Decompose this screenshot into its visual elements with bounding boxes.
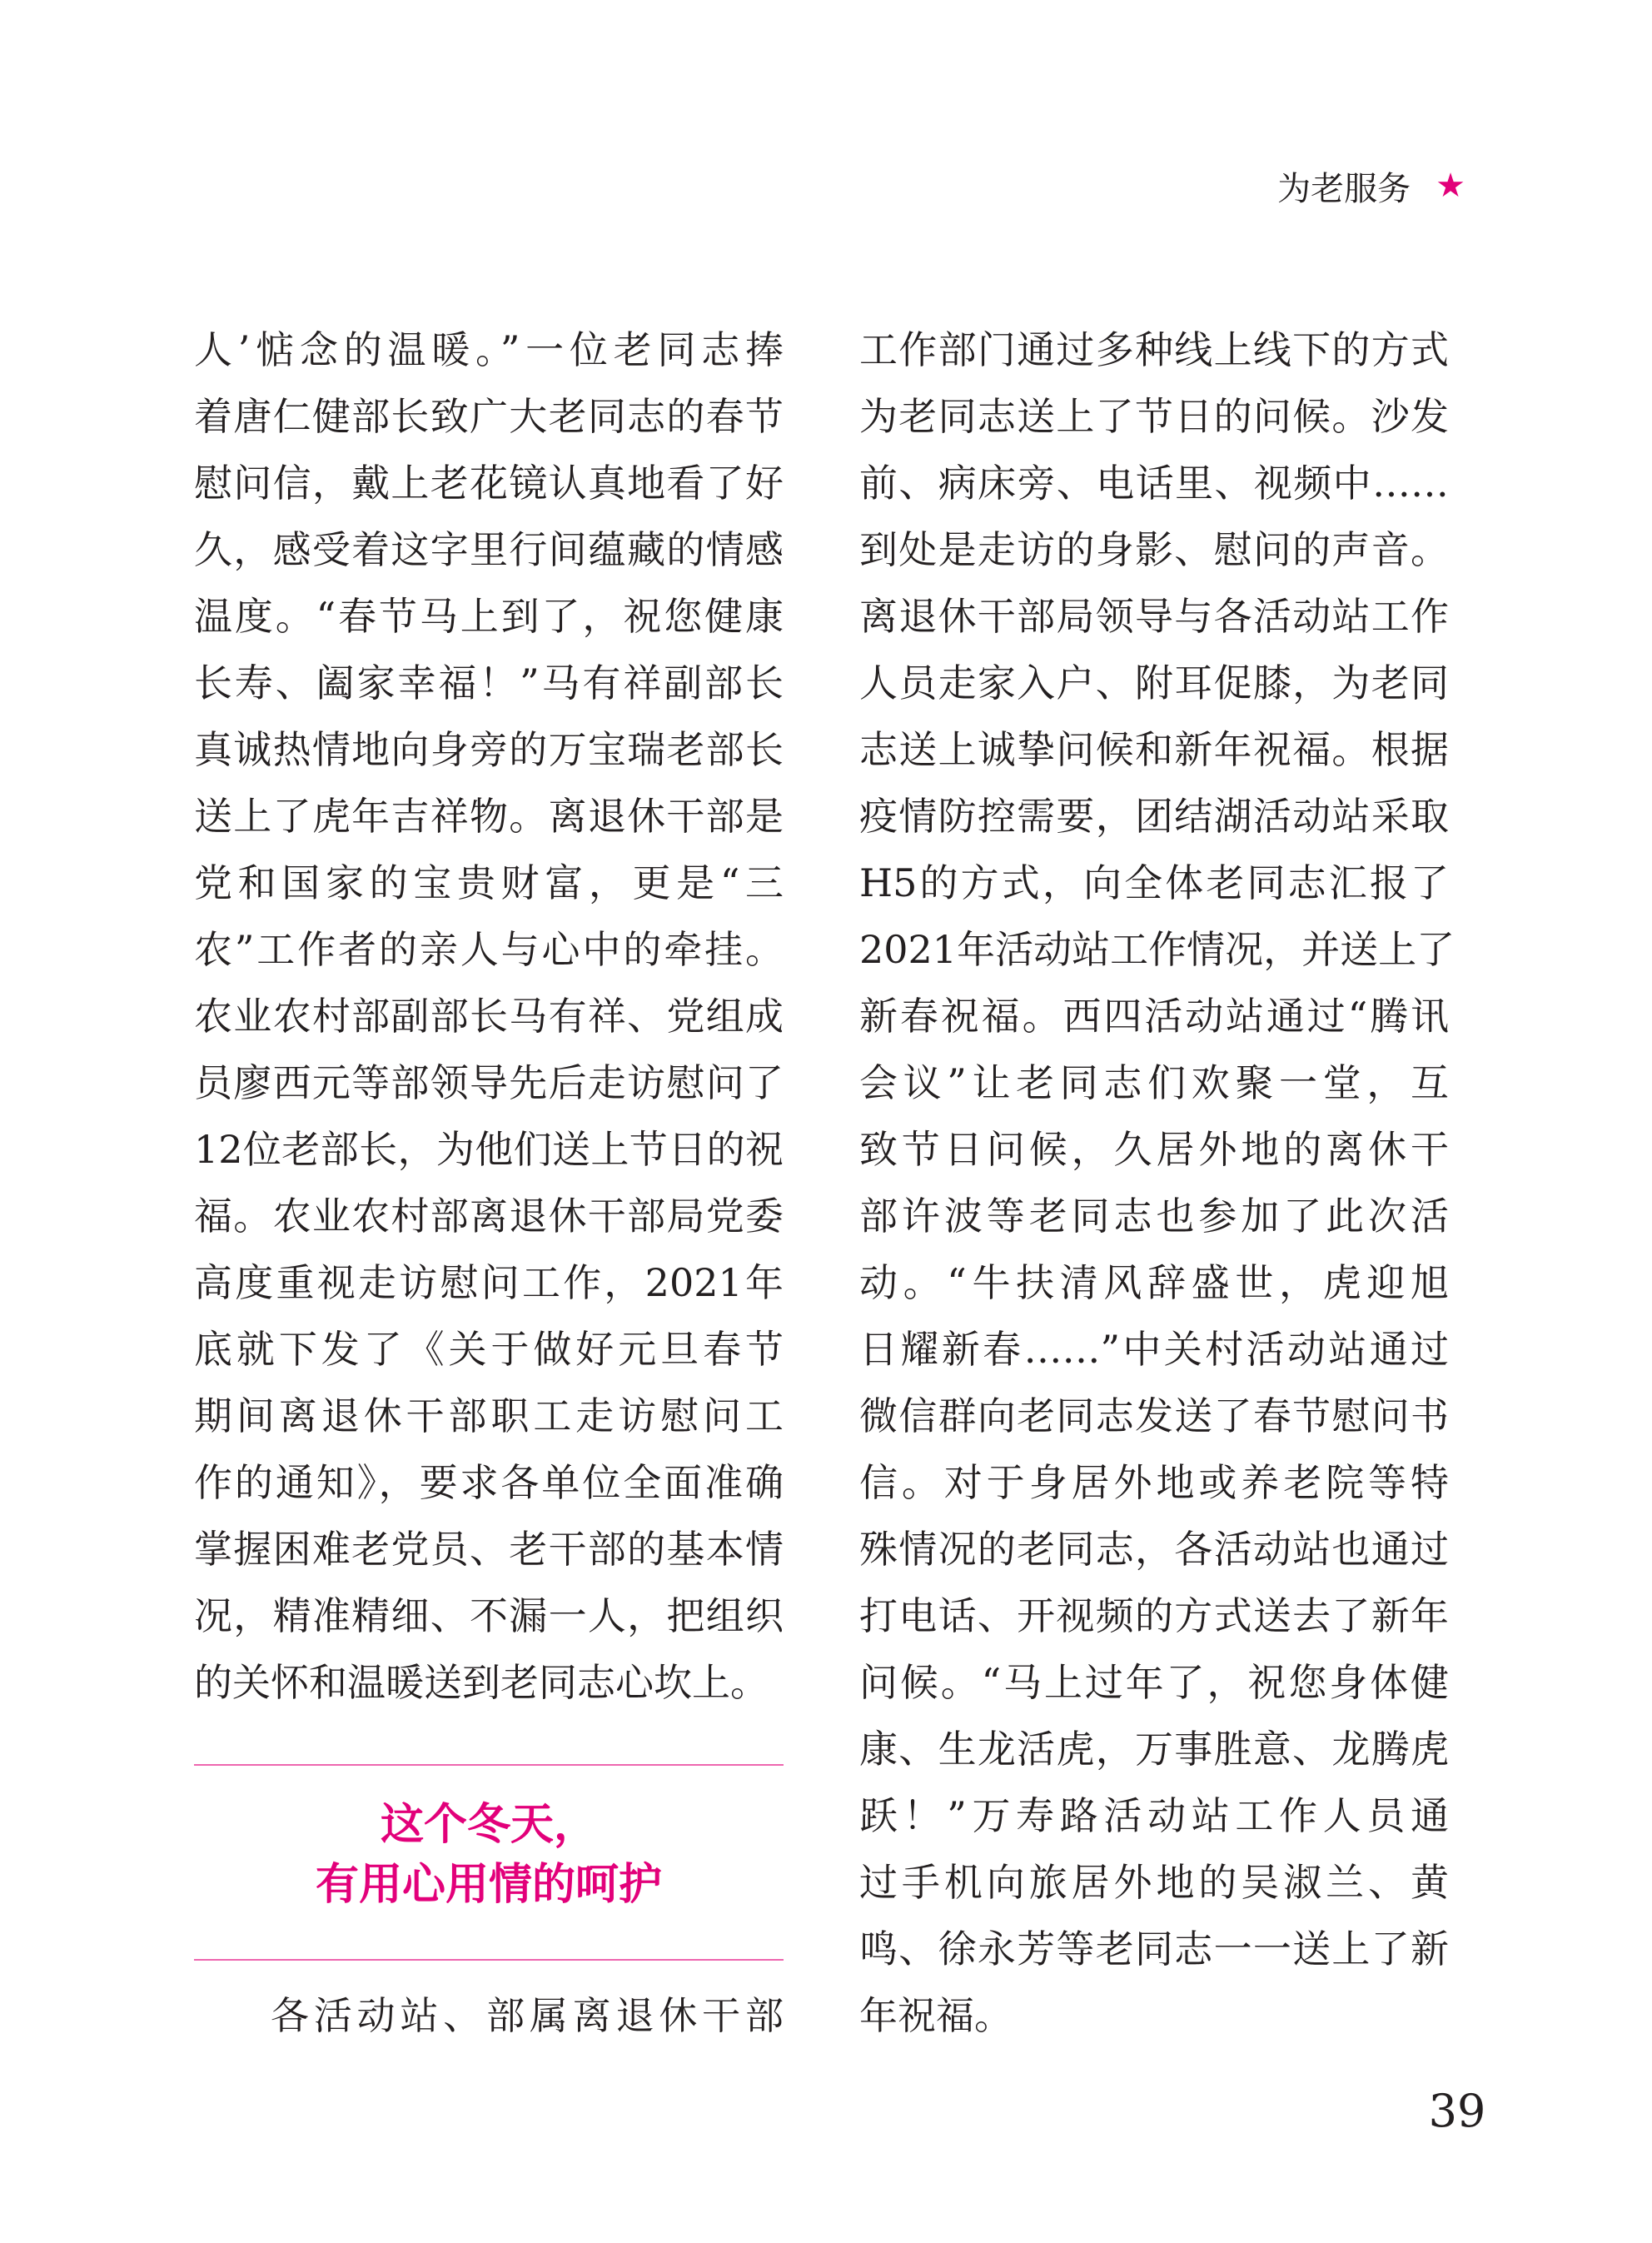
text-line: 疫情防控需要，团结湖活动站采取 — [859, 794, 1449, 839]
text-line: 农”工作者的亲人与心中的牵挂。 — [194, 927, 784, 972]
text-line: 党和国家的宝贵财富，更是“三 — [194, 860, 784, 905]
page-number: 39 — [1428, 2085, 1486, 2137]
text-line: 福。农业农村部离退休干部局党委 — [194, 1194, 784, 1239]
text-line: 新春祝福。西四活动站通过“腾讯 — [859, 994, 1449, 1039]
text-line: 问候。“马上过年了，祝您身体健 — [859, 1660, 1449, 1705]
text-line: 作的通知》，要求各单位全面准确 — [194, 1460, 784, 1505]
text-line: 长寿、阖家幸福！”马有祥副部长 — [194, 660, 784, 705]
left-column — [194, 317, 784, 1716]
text-line: 志送上诚挚问候和新年祝福。根据 — [859, 727, 1449, 772]
section-title: 为老服务 — [1277, 169, 1411, 208]
text-line: 的关怀和温暖送到老同志心坎上。 — [194, 1660, 769, 1705]
text-line: 真诚热情地向身旁的万宝瑞老部长 — [194, 727, 784, 772]
section-heading-line-1: 这个冬天， — [380, 1800, 597, 1850]
text-line: 到处是走访的身影、慰问的声音。 — [859, 527, 1449, 572]
text-line: 12位老部长，为他们送上节日的祝 — [194, 1127, 784, 1172]
text-line: 人员走家入户、附耳促膝，为老同 — [859, 660, 1449, 705]
text-line: 康、生龙活虎，万事胜意、龙腾虎 — [859, 1727, 1449, 1772]
text-line: 会议”让老同志们欢聚一堂，互 — [859, 1060, 1449, 1105]
heading-bottom-rule — [194, 1959, 784, 1961]
text-line: 过手机向旅居外地的吴淑兰、黄 — [859, 1860, 1449, 1905]
text-line: 部许波等老同志也参加了此次活 — [859, 1194, 1449, 1239]
section-heading — [194, 1795, 784, 1915]
text-line: 慰问信，戴上老花镜认真地看了好 — [194, 461, 784, 506]
text-line: 微信群向老同志发送了春节慰问书 — [859, 1393, 1449, 1438]
text-line: 工作部门通过多种线上线下的方式 — [859, 327, 1449, 372]
text-line: 人’惦念的温暖。”一位老同志捧 — [194, 327, 784, 372]
text-line: 为老同志送上了节日的问候。沙发 — [859, 394, 1449, 439]
text-line: H5的方式，向全体老同志汇报了 — [859, 860, 1449, 905]
text-line: 跃！”万寿路活动站工作人员通 — [859, 1793, 1449, 1838]
text-line: 殊情况的老同志，各活动站也通过 — [859, 1527, 1449, 1572]
text-line: 送上了虎年吉祥物。离退休干部是 — [194, 794, 784, 839]
text-line: 年祝福。 — [859, 1993, 1013, 2038]
text-line: 前、病床旁、电话里、视频中…… — [859, 461, 1449, 506]
text-line: 农业农村部副部长马有祥、党组成 — [194, 994, 784, 1039]
left-column-tail-line: 各活动站、部属离退休干部 — [271, 1993, 784, 2038]
text-line: 况，精准精细、不漏一人，把组织 — [194, 1593, 784, 1638]
section-header — [1199, 157, 1465, 215]
text-line: 信。对于身居外地或养老院等特 — [859, 1460, 1449, 1505]
text-line: 动。“牛扶清风辞盛世，虎迎旭 — [859, 1260, 1449, 1305]
heading-top-rule — [194, 1764, 784, 1766]
star-icon: ★ — [1436, 167, 1465, 205]
text-line: 高度重视走访慰问工作，2021年 — [194, 1260, 784, 1305]
section-heading-line-2: 有用心用情的呵护 — [315, 1860, 662, 1910]
text-line: 掌握困难老党员、老干部的基本情 — [194, 1527, 784, 1572]
text-line: 底就下发了《关于做好元旦春节 — [194, 1327, 784, 1372]
text-line: 期间离退休干部职工走访慰问工 — [194, 1393, 784, 1438]
text-line: 打电话、开视频的方式送去了新年 — [859, 1593, 1449, 1638]
text-line: 员廖西元等部领导先后走访慰问了 — [194, 1060, 784, 1105]
text-line: 温度。“春节马上到了，祝您健康 — [194, 594, 784, 639]
text-line: 鸣、徐永芳等老同志一一送上了新 — [859, 1926, 1449, 1971]
text-line: 日耀新春……”中关村活动站通过 — [859, 1327, 1449, 1372]
text-line: 久，感受着这字里行间蕴藏的情感 — [194, 527, 784, 572]
text-line: 2021年活动站工作情况，并送上了 — [859, 927, 1455, 972]
text-line: 着唐仁健部长致广大老同志的春节 — [194, 394, 784, 439]
right-column — [859, 317, 1455, 2049]
text-line: 离退休干部局领导与各活动站工作 — [859, 594, 1449, 639]
text-line: 致节日问候，久居外地的离休干 — [859, 1127, 1449, 1172]
